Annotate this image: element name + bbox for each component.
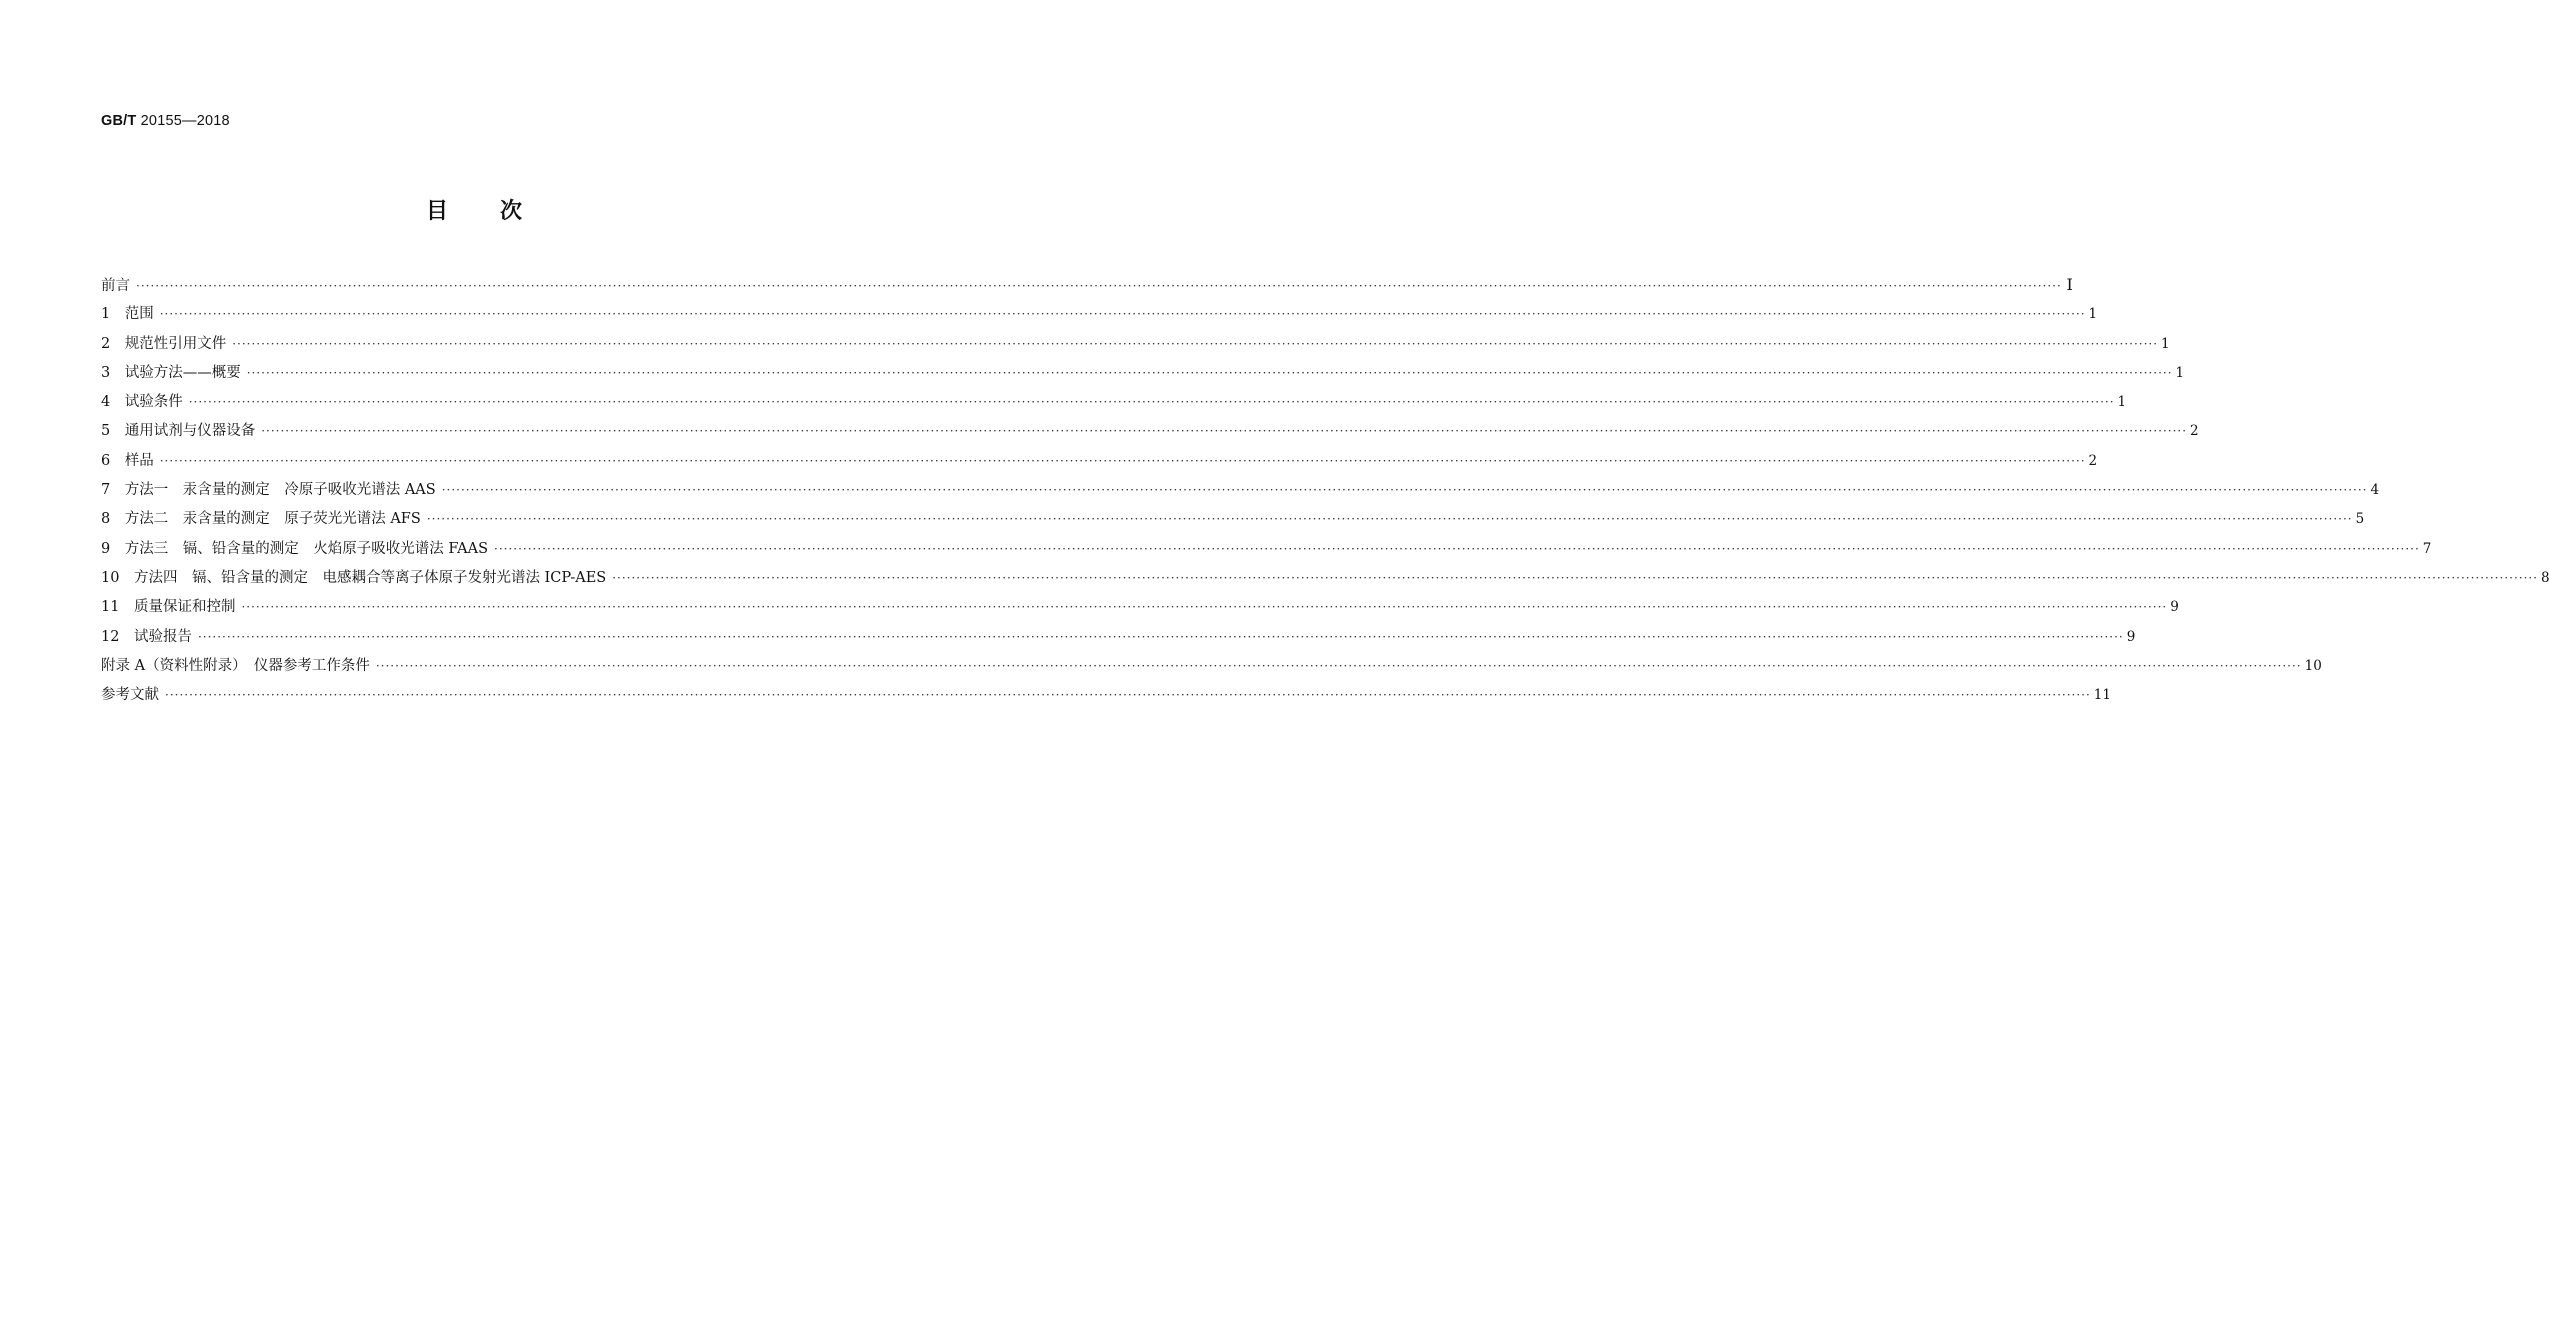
toc-entry-12[interactable]	[101, 627, 2136, 656]
toc-entry-page: 1	[2088, 306, 2098, 323]
dot-leader: ················································································································································································································································································································································································································	[375, 658, 2302, 673]
toc-entry-label: 4 试验条件	[101, 394, 183, 411]
dot-leader: ················································································································································································································································································································································································································	[232, 336, 2159, 351]
toc-entry-2[interactable]	[101, 334, 2170, 363]
toc-entry-label: 5 通用试剂与仪器设备	[101, 423, 256, 440]
toc-entry-page: 10	[2304, 657, 2322, 674]
toc-entry-label: 2 规范性引用文件	[101, 335, 227, 352]
standard-code: 20155—2018	[140, 113, 230, 129]
toc-entry-1[interactable]	[101, 304, 2098, 333]
table-of-contents	[101, 275, 2550, 714]
dot-leader: ················································································································································································································································································································································································································	[612, 570, 2539, 585]
toc-entry-6[interactable]	[101, 451, 2098, 480]
toc-entry-label: 10 方法四 镉、铅含量的测定 电感耦合等离子体原子发射光谱法 ICP-AES	[101, 569, 607, 586]
dot-leader: ················································································································································································································································································································································································································	[159, 307, 2086, 322]
toc-entry-label: 参考文献	[101, 687, 159, 704]
toc-entry-11[interactable]	[101, 597, 2179, 626]
toc-entry-label: 8 方法二 汞含量的测定 原子荧光光谱法 AFS	[101, 511, 421, 528]
dot-leader: ················································································································································································································································································································································································································	[441, 483, 2368, 498]
toc-entry-page: 1	[2175, 364, 2185, 381]
toc-entry-8[interactable]	[101, 509, 2365, 538]
toc-entry-page: 4	[2370, 482, 2380, 499]
title-char-1: 目	[425, 199, 450, 224]
toc-entry-label: 附录 A（资料性附录） 仪器参考工作条件	[101, 657, 370, 674]
toc-entry-3[interactable]	[101, 363, 2185, 392]
toc-entry-annex-a[interactable]	[101, 656, 2322, 685]
dot-leader: ················································································································································································································································································································································································································	[246, 365, 2173, 380]
toc-entry-page: 8	[2541, 569, 2550, 586]
toc-entry-page: 11	[2093, 687, 2111, 704]
title-char-2: 次	[500, 199, 525, 224]
toc-entry-9[interactable]	[101, 539, 2432, 568]
dot-leader: ················································································································································································································································································································································································································	[426, 512, 2353, 527]
toc-entry-label: 9 方法三 镉、铅含量的测定 火焰原子吸收光谱法 FAAS	[101, 540, 489, 557]
standard-prefix: GB/T	[101, 113, 137, 129]
toc-entry-label: 12 试验报告	[101, 628, 192, 645]
page-title	[0, 194, 950, 225]
dot-leader: ················································································································································································································································································································································································································	[165, 688, 2091, 703]
toc-entry-page: 7	[2422, 540, 2432, 557]
toc-entry-label: 前言	[101, 278, 130, 294]
toc-entry-page: 5	[2355, 511, 2365, 528]
dot-leader: ················································································································································································································································································································································································································	[136, 279, 2062, 293]
toc-entry-page: 9	[2170, 599, 2179, 616]
dot-leader: ················································································································································································································································································································································································································	[494, 541, 2420, 556]
toc-entry-7[interactable]	[101, 480, 2380, 509]
dot-leader: ················································································································································································································································································································································································································	[159, 453, 2086, 468]
toc-entry-4[interactable]	[101, 392, 2127, 421]
toc-entry-page: 2	[2088, 452, 2098, 469]
toc-entry-label: 1 范围	[101, 306, 154, 323]
toc-entry-page: I	[2066, 275, 2073, 294]
toc-entry-label: 7 方法一 汞含量的测定 冷原子吸收光谱法 AAS	[101, 482, 436, 499]
dot-leader: ················································································································································································································································································································································································································	[197, 629, 2124, 644]
toc-entry-page: 1	[2161, 335, 2170, 352]
dot-leader: ················································································································································································································································································································································································································	[261, 424, 2188, 439]
toc-entry-foreword[interactable]	[101, 275, 2073, 304]
toc-entry-label: 6 样品	[101, 452, 154, 469]
toc-entry-page: 9	[2126, 628, 2136, 645]
toc-entry-page: 2	[2190, 423, 2199, 440]
toc-entry-label: 11 质量保证和控制	[101, 599, 236, 616]
toc-entry-label: 3 试验方法——概要	[101, 364, 241, 381]
toc-entry-10[interactable]	[101, 568, 2550, 597]
dot-leader: ················································································································································································································································································································································································································	[241, 600, 2168, 615]
toc-entry-page: 1	[2117, 394, 2127, 411]
toc-entry-5[interactable]	[101, 421, 2199, 450]
toc-entry-bibliography[interactable]	[101, 685, 2111, 714]
dot-leader: ················································································································································································································································································································································································································	[188, 395, 2115, 410]
standard-number	[101, 113, 230, 129]
